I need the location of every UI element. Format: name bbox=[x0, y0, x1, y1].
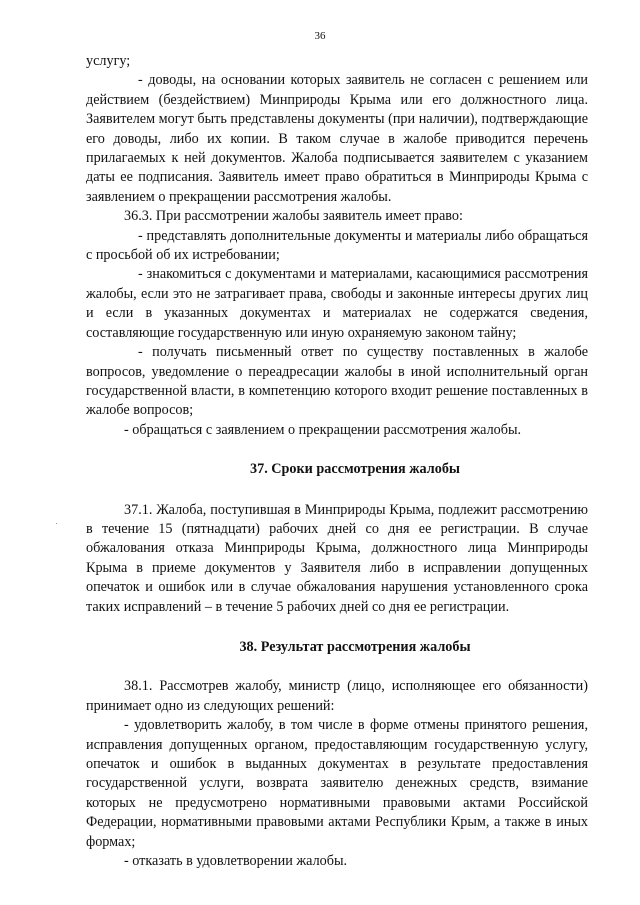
paragraph-38-1: 38.1. Рассмотрев жалобу, министр (лицо, исполняющее его обязанности) принимает одно из следующих решений: bbox=[86, 678, 588, 714]
scan-speck bbox=[56, 523, 57, 524]
paragraph-right-review-materials: - знакомиться с документами и материалами, касающимися рассмотрения жалобы, если это не затрагивает права, свободы и законные интересы других лиц и если в указанных документах и материалах не содержатся сведения, составляющие государственную или иную охраняемую законом тайну; bbox=[86, 266, 588, 341]
paragraph-right-submit-documents: - представлять дополнительные документы и материалы либо обращаться с просьбой об их истребовании; bbox=[86, 227, 588, 264]
paragraph-continuation: услугу; bbox=[86, 53, 131, 69]
paragraph-arguments: - доводы, на основании которых заявитель не согласен с решением или действием (бездействием) Минприроды Крыма или его должностного лица. Заявителем могут быть представлены документы (при наличии), подтверждающие его доводы, либо их копии. В таком случае в жалобе приводится перечень прилагаемых к ней документов. Жалоба подписывается заявителем с указанием даты ее подписания. Заявитель имеет право обратиться в Минприроды Крыма с заявлением о прекращении рассмотрения жалобы. bbox=[86, 72, 588, 205]
section-37-heading: 37. Сроки рассмотрения жалобы bbox=[250, 461, 460, 478]
page-number: 36 bbox=[314, 30, 326, 42]
paragraph-36-3: 36.3. При рассмотрении жалобы заявитель имеет право: bbox=[124, 208, 463, 225]
paragraph-37-1: 37.1. Жалоба, поступившая в Минприроды Крыма, подлежит рассмотрению в течение 15 (пятнадцати) рабочих дней со дня ее регистрации. В случае обжалования отказа Минприроды Крыма, должностного лица Минприроды Крыма в приеме документов у Заявителя либо в исправлении допущенных опечаток и ошибок или в случае обжалования нарушения установленного срока таких исправлений – в течение 5 рабочих дней со дня ее регистрации. bbox=[86, 501, 588, 615]
paragraph-decision-refuse: - отказать в удовлетворении жалобы. bbox=[124, 853, 348, 870]
page-content bbox=[86, 52, 588, 871]
paragraph-right-written-answer: - получать письменный ответ по существу поставленных в жалобе вопросов, уведомление о переадресации жалобы в иной исполнительный орган государственной власти, в компетенцию которого входит решение поставленных в жалобе вопросов; bbox=[86, 344, 588, 419]
paragraph-right-withdraw: - обращаться с заявлением о прекращении рассмотрения жалобы. bbox=[124, 421, 522, 438]
section-38-heading: 38. Результат рассмотрения жалобы bbox=[239, 638, 471, 655]
paragraph-decision-satisfy: - удовлетворить жалобу, в том числе в форме отмены принятого решения, исправления допущенных органом, предоставляющим государственную услугу, опечаток и ошибок в выданных документах в результате предоставления государственной услуги, возврата заявителю денежных средств, взимание которых не предусмотрено нормативными правовыми актами Российской Федерации, нормативными правовыми актами Республики Крым, а также в иных формах; bbox=[86, 717, 588, 850]
